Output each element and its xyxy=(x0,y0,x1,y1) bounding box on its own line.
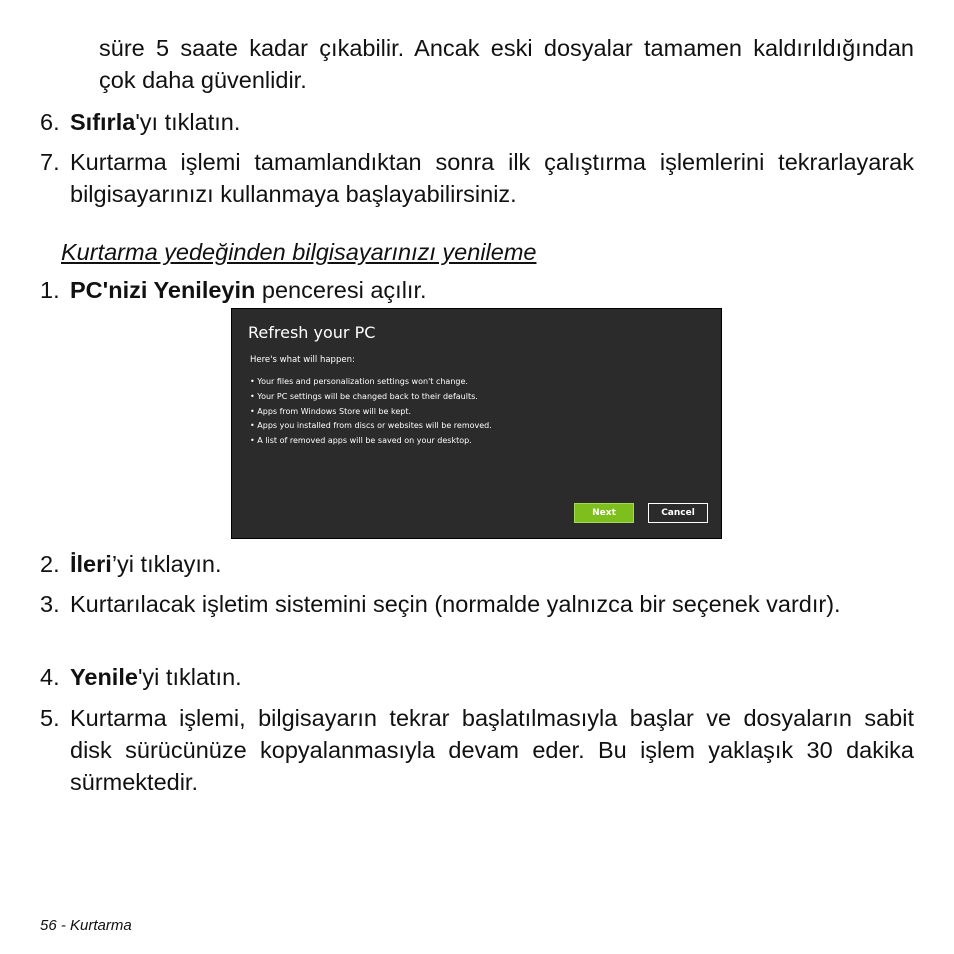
cancel-button[interactable]: Cancel xyxy=(648,503,708,523)
bold-term: Yenile xyxy=(70,664,138,690)
list-item-body xyxy=(70,661,914,693)
list-item-text: penceresi açılır. xyxy=(255,277,427,303)
list-item-body xyxy=(70,274,914,306)
list-item-text: Kurtarma işlemi tamamlandıktan sonra ilk çalıştırma işlemlerini tekrarlayarak bilgisayarınızı kullanmaya başlayabilirsiniz. xyxy=(70,149,914,207)
list-number: 5. xyxy=(40,705,60,731)
bold-term: PC'nizi Yenileyin xyxy=(70,277,256,303)
list-number: 2. xyxy=(40,551,60,577)
list-item-body xyxy=(70,548,914,580)
bold-term: Sıfırla xyxy=(70,109,136,135)
list-number: 3. xyxy=(40,591,60,617)
list-item-text: Kurtarılacak işletim sistemini seçin (normalde yalnızca bir seçenek vardır). xyxy=(70,591,841,617)
list-item-text: ’yi tıklayın. xyxy=(111,551,222,577)
dialog-subtitle: Here's what will happen: xyxy=(250,355,355,365)
refresh-pc-dialog-screenshot xyxy=(231,308,722,539)
list-item-text: 'yi tıklatın. xyxy=(137,664,242,690)
list-item-1 xyxy=(40,274,914,306)
next-button[interactable]: Next xyxy=(574,503,634,523)
dialog-bullet: • Apps from Windows Store will be kept. xyxy=(250,405,492,420)
list-item-text: 'yı tıklatın. xyxy=(135,109,241,135)
bold-term: İleri xyxy=(70,551,112,577)
dialog-bullet-list xyxy=(250,375,492,449)
dialog-bullet: • Your files and personalization settings won't change. xyxy=(250,375,492,390)
list-number: 4. xyxy=(40,664,60,690)
section-subheading: Kurtarma yedeğinden bilgisayarınızı yenileme xyxy=(61,239,537,265)
list-number: 7. xyxy=(40,149,60,175)
page-footer: 56 - Kurtarma xyxy=(40,917,132,934)
dialog-title: Refresh your PC xyxy=(248,323,376,342)
list-item-4 xyxy=(40,661,914,693)
list-item-6 xyxy=(40,106,914,138)
list-item-3 xyxy=(40,588,914,620)
dialog-bullet: • Your PC settings will be changed back to their defaults. xyxy=(250,390,492,405)
list-item-text: Kurtarma işlemi, bilgisayarın tekrar başlatılmasıyla başlar ve dosyaların sabit disk sürücünüze kopyalanmasıyla devam eder. Bu işlem yaklaşık 30 dakika sürmektedir. xyxy=(70,705,914,795)
dialog-bullet: • Apps you installed from discs or websites will be removed. xyxy=(250,419,492,434)
continuation-paragraph: süre 5 saate kadar çıkabilir. Ancak eski dosyalar tamamen kaldırıldığından çok daha güvenlidir. xyxy=(99,35,914,93)
list-number: 6. xyxy=(40,109,60,135)
list-item-7 xyxy=(40,146,914,210)
list-item-body xyxy=(70,106,914,138)
dialog-bullet: • A list of removed apps will be saved on your desktop. xyxy=(250,434,492,449)
list-item-2 xyxy=(40,548,914,580)
list-number: 1. xyxy=(40,277,60,303)
list-item-5 xyxy=(40,702,914,798)
